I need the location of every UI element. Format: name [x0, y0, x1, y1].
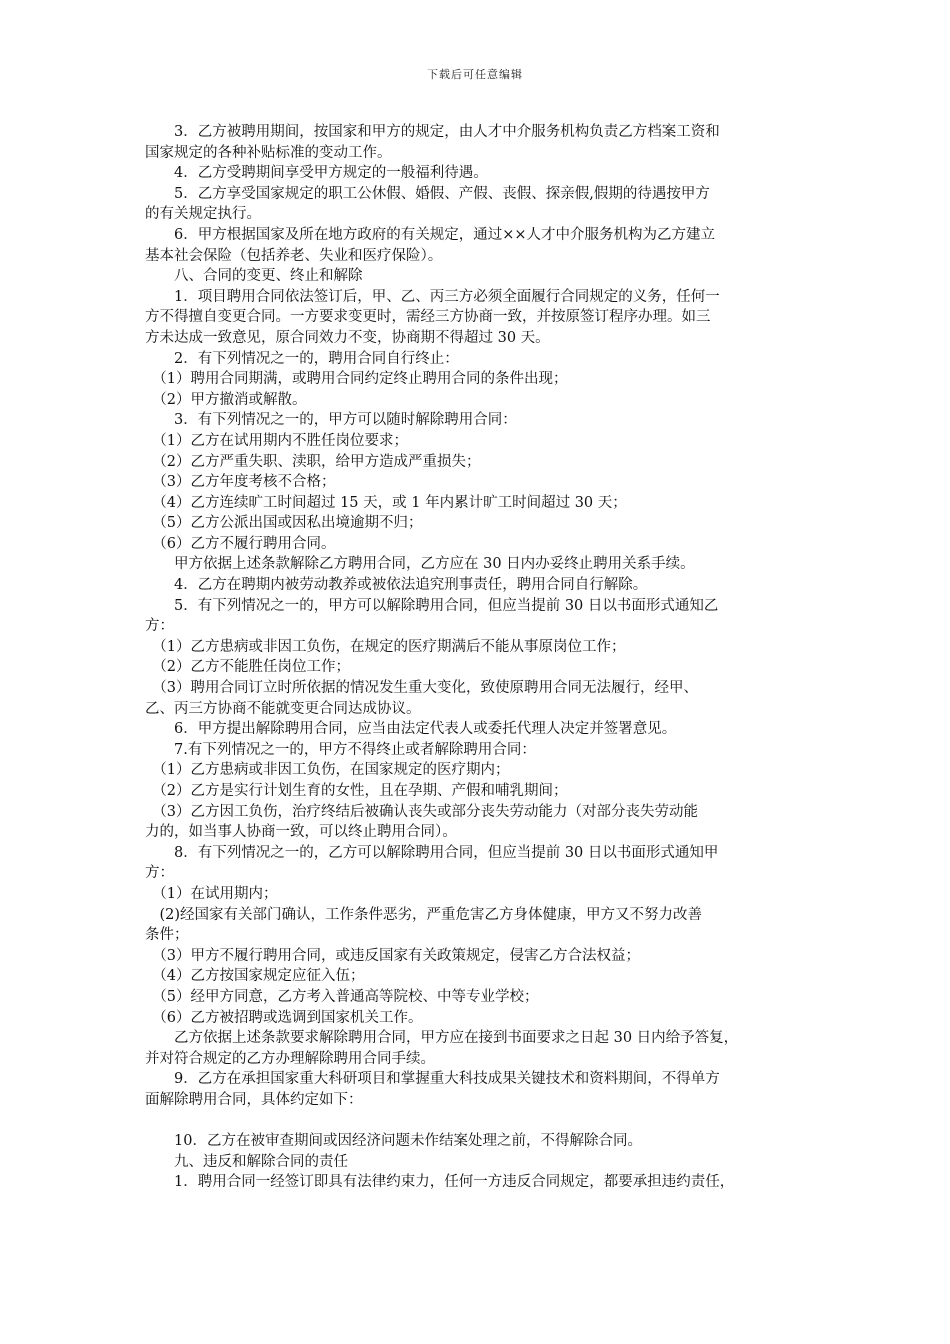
text-line: （5）经甲方同意，乙方考入普通高等院校、中等专业学校；	[145, 988, 539, 1005]
text-line: 4．乙方受聘期间享受甲方规定的一般福利待遇。	[145, 165, 488, 182]
text-line: （3）乙方因工负伤，治疗终结后被确认丧失或部分丧失劳动能力（对部分丧失劳动能	[145, 803, 698, 820]
text-line: 乙方依据上述条款要求解除聘用合同，甲方应在接到书面要求之日起 30 日内给予答复，	[145, 1030, 739, 1047]
text-line: 10．乙方在被审查期间或因经济问题未作结案处理之前，不得解除合同。	[145, 1133, 642, 1150]
text-line: 面解除聘用合同，具体约定如下：	[145, 1091, 363, 1108]
text-line: 6．甲方根据国家及所在地方政府的有关规定，通过××人才中介服务机构为乙方建立	[145, 226, 716, 243]
text-line: 2．有下列情况之一的，聘用合同自行终止：	[145, 350, 459, 367]
text-line: 八、合同的变更、终止和解除	[145, 268, 363, 285]
text-line: （1）在试用期内；	[145, 885, 278, 902]
text-line: 1．项目聘用合同依法签订后，甲、乙、丙三方必须全面履行合同规定的义务，任何一	[145, 288, 720, 305]
text-line: 九、违反和解除合同的责任	[145, 1153, 348, 1170]
text-line: （2）乙方不能胜任岗位工作；	[145, 659, 350, 676]
text-line: 方未达成一致意见，原合同效力不变，协商期不得超过 30 天。	[145, 329, 550, 346]
text-line: （3）聘用合同订立时所依据的情况发生重大变化，致使原聘用合同无法履行，经甲、	[145, 680, 698, 697]
text-line: 国家规定的各种补贴标准的变动工作。	[145, 144, 392, 161]
text-line: 乙、丙三方协商不能就变更合同达成协议。	[145, 700, 421, 717]
page-header: 下载后可任意编辑	[427, 68, 523, 81]
text-line: （6）乙方被招聘或选调到国家机关工作。	[145, 1009, 423, 1026]
text-line: 7.有下列情况之一的，甲方不得终止或者解除聘用合同：	[145, 741, 536, 758]
text-line: 8．有下列情况之一的，乙方可以解除聘用合同，但应当提前 30 日以书面形式通知甲	[145, 844, 719, 861]
text-line: 3．乙方被聘用期间，按国家和甲方的规定，由人才中介服务机构负责乙方档案工资和	[145, 124, 720, 140]
text-line: （1）乙方患病或非因工负伤，在国家规定的医疗期内；	[145, 762, 510, 779]
contract-body-text	[145, 122, 809, 1193]
text-line: 5．有下列情况之一的，甲方可以解除聘用合同，但应当提前 30 日以书面形式通知乙	[145, 597, 719, 614]
text-line: （2）乙方严重失职、渎职，给甲方造成严重损失；	[145, 453, 481, 470]
text-line: 6．甲方提出解除聘用合同，应当由法定代表人或委托代理人决定并签署意见。	[145, 721, 677, 738]
text-line: (2)经国家有关部门确认，工作条件恶劣，严重危害乙方身体健康，甲方又不努力改善	[145, 906, 703, 923]
text-line: 的有关规定执行。	[145, 206, 261, 223]
text-line: （6）乙方不履行聘用合同。	[145, 535, 336, 552]
text-line: （5）乙方公派出国或因私出境逾期不归；	[145, 515, 423, 532]
blank-line	[145, 1111, 809, 1132]
text-line: 9．乙方在承担国家重大科研项目和掌握重大科技成果关键技术和资料期间，不得单方	[145, 1071, 720, 1088]
text-line: 方不得擅自变更合同。一方要求变更时，需经三方协商一致，并按原签订程序办理。如三	[145, 309, 711, 326]
text-line: 条件；	[145, 927, 189, 944]
text-line: 方：	[145, 865, 174, 882]
text-line: 基本社会保险（包括养老、失业和医疗保险）。	[145, 247, 443, 264]
text-line: （1）乙方患病或非因工负伤，在规定的医疗期满后不能从事原岗位工作；	[145, 638, 626, 655]
text-line: 3．有下列情况之一的，甲方可以随时解除聘用合同：	[145, 412, 517, 429]
text-line: （2）甲方撤消或解散。	[145, 391, 307, 408]
text-line: （1）聘用合同期满，或聘用合同约定终止聘用合同的条件出现；	[145, 371, 568, 388]
text-line: 甲方依据上述条款解除乙方聘用合同，乙方应在 30 日内办妥终止聘用关系手续。	[145, 556, 695, 573]
text-line: 并对符合规定的乙方办理解除聘用合同手续。	[145, 1050, 435, 1067]
text-line: 5．乙方享受国家规定的职工公休假、婚假、产假、丧假、探亲假,假期的待遇按甲方	[145, 185, 710, 202]
text-line: 4．乙方在聘期内被劳动教养或被依法追究刑事责任，聘用合同自行解除。	[145, 577, 648, 594]
text-line: （3）乙方年度考核不合格；	[145, 474, 336, 491]
text-line: （1）乙方在试用期内不胜任岗位要求；	[145, 432, 408, 449]
text-line: 力的，如当事人协商一致，可以终止聘用合同）。	[145, 824, 457, 841]
text-line: 1．聘用合同一经签订即具有法律约束力，任何一方违反合同规定，都要承担违约责任，	[145, 1174, 735, 1191]
text-line: （4）乙方按国家规定应征入伍；	[145, 968, 365, 985]
text-line: 方：	[145, 618, 174, 635]
text-line: （4）乙方连续旷工时间超过 15 天，或 1 年内累计旷工时间超过 30 天；	[145, 494, 627, 511]
text-line: （3）甲方不履行聘用合同，或违反国家有关政策规定，侵害乙方合法权益；	[145, 947, 640, 964]
text-line: （2）乙方是实行计划生育的女性，且在孕期、产假和哺乳期间；	[145, 783, 568, 799]
